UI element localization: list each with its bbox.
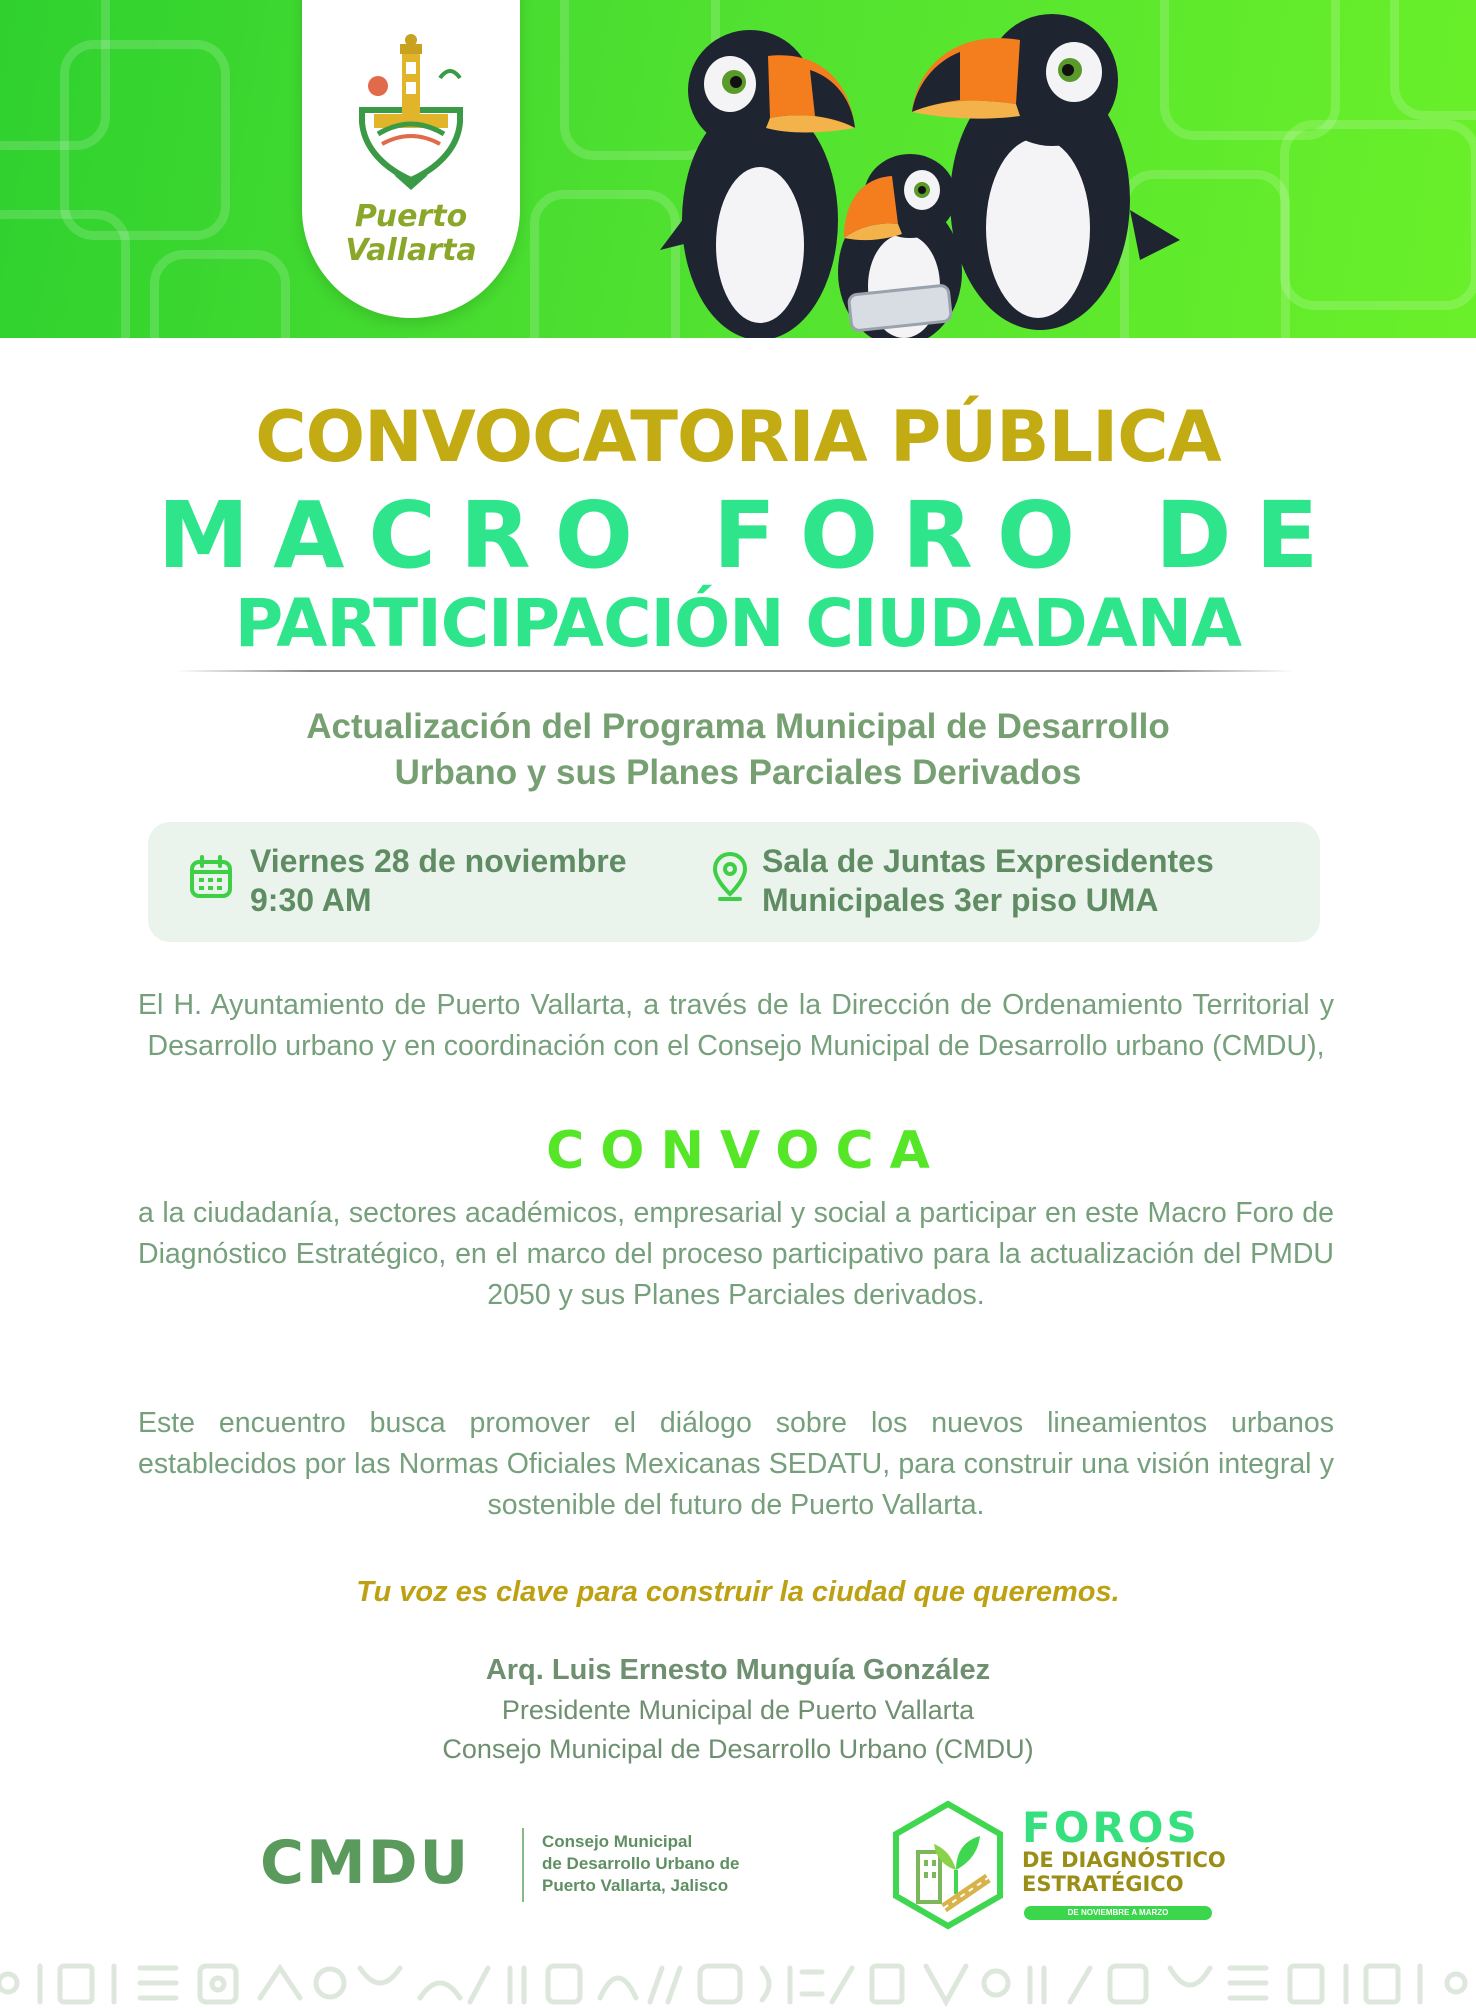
- cmdu-caption: [542, 1831, 739, 1897]
- decorative-glyph-pattern: [0, 1958, 1476, 2008]
- event-place-line1: Sala de Juntas Expresidentes: [762, 843, 1214, 879]
- title-participacion: PARTICIPACIÓN CIUDADANA: [234, 585, 1242, 662]
- title-divider: [176, 670, 1294, 672]
- subtitle-line1: Actualización del Programa Municipal de Desarrollo: [306, 707, 1170, 746]
- calendar-icon: [188, 854, 234, 900]
- city-logo-text: [302, 200, 520, 268]
- foros-subtitle-line2: ESTRATÉGICO: [1022, 1872, 1184, 1896]
- city-emblem-icon: [354, 30, 468, 200]
- subtitle: [0, 704, 1476, 796]
- cmdu-caption-line3: Puerto Vallarta, Jalisco: [542, 1876, 729, 1895]
- signatory-name: Arq. Luis Ernesto Munguía González: [485, 1654, 991, 1686]
- cmdu-divider: [522, 1828, 524, 1902]
- tagline: Tu voz es clave para construir la ciudad que queremos.: [356, 1576, 1120, 1608]
- subtitle-line2: Urbano y sus Planes Parciales Derivados: [394, 753, 1082, 792]
- foros-subtitle: [1022, 1848, 1226, 1896]
- signatory-role-2: Consejo Municipal de Desarrollo Urbano (CMDU): [442, 1734, 1034, 1764]
- event-time: 9:30 AM: [250, 882, 372, 918]
- foros-subtitle-line1: DE DIAGNÓSTICO: [1022, 1848, 1226, 1872]
- event-info-box: [148, 822, 1320, 942]
- paragraph-purpose: Este encuentro busca promover el diálogo sobre los nuevos lineamientos urbanos establecidos por las Normas Oficiales Mexicanas SEDATU, para construir una visión integral y sostenible del futuro de Puerto Vallarta.: [138, 1407, 1334, 1521]
- foros-hexagon-icon: [890, 1800, 1006, 1930]
- convoca-heading: CONVOCA: [546, 1121, 946, 1181]
- title-convocatoria: CONVOCATORIA PÚBLICA: [255, 396, 1221, 478]
- toucan-mascots-illustration: [660, 0, 1200, 338]
- foros-date-bar: DE NOVIEMBRE A MARZO: [1024, 1906, 1212, 1920]
- title-macro-foro: MACRO FORO DE: [157, 482, 1343, 589]
- cmdu-caption-line1: Consejo Municipal: [542, 1832, 693, 1851]
- event-date: [250, 842, 626, 920]
- paragraph-invitation: a la ciudadanía, sectores académicos, empresarial y social a participar en este Macro Foro de Diagnóstico Estratégico, en el marco del proceso participativo para la actualización del PMDU 2050 y sus Planes Parciales derivados.: [138, 1197, 1334, 1311]
- event-place-line2: Municipales 3er piso UMA: [762, 882, 1159, 918]
- logo-text-line2: Vallarta: [345, 233, 477, 268]
- cmdu-wordmark: CMDU: [260, 1828, 471, 1898]
- toucan-small: [838, 154, 962, 338]
- logo-text-line1: Puerto: [354, 199, 468, 234]
- cmdu-logo: [260, 1830, 510, 1896]
- cmdu-caption-line2: de Desarrollo Urbano de: [542, 1854, 740, 1873]
- location-pin-icon: [712, 850, 748, 902]
- event-date-day: Viernes 28 de noviembre: [250, 843, 627, 879]
- header-banner: [0, 0, 1476, 338]
- event-place: [762, 842, 1214, 920]
- city-logo-card: [302, 0, 520, 318]
- signatory-role-1: Presidente Municipal de Puerto Vallarta: [501, 1695, 975, 1725]
- paragraph-intro: El H. Ayuntamiento de Puerto Vallarta, a través de la Dirección de Ordenamiento Territorial y Desarrollo urbano y en coordinación con el Consejo Municipal de Desarrollo urbano (CMDU),: [138, 989, 1334, 1062]
- foros-title: FOROS: [1022, 1803, 1200, 1852]
- toucan-left: [660, 30, 855, 338]
